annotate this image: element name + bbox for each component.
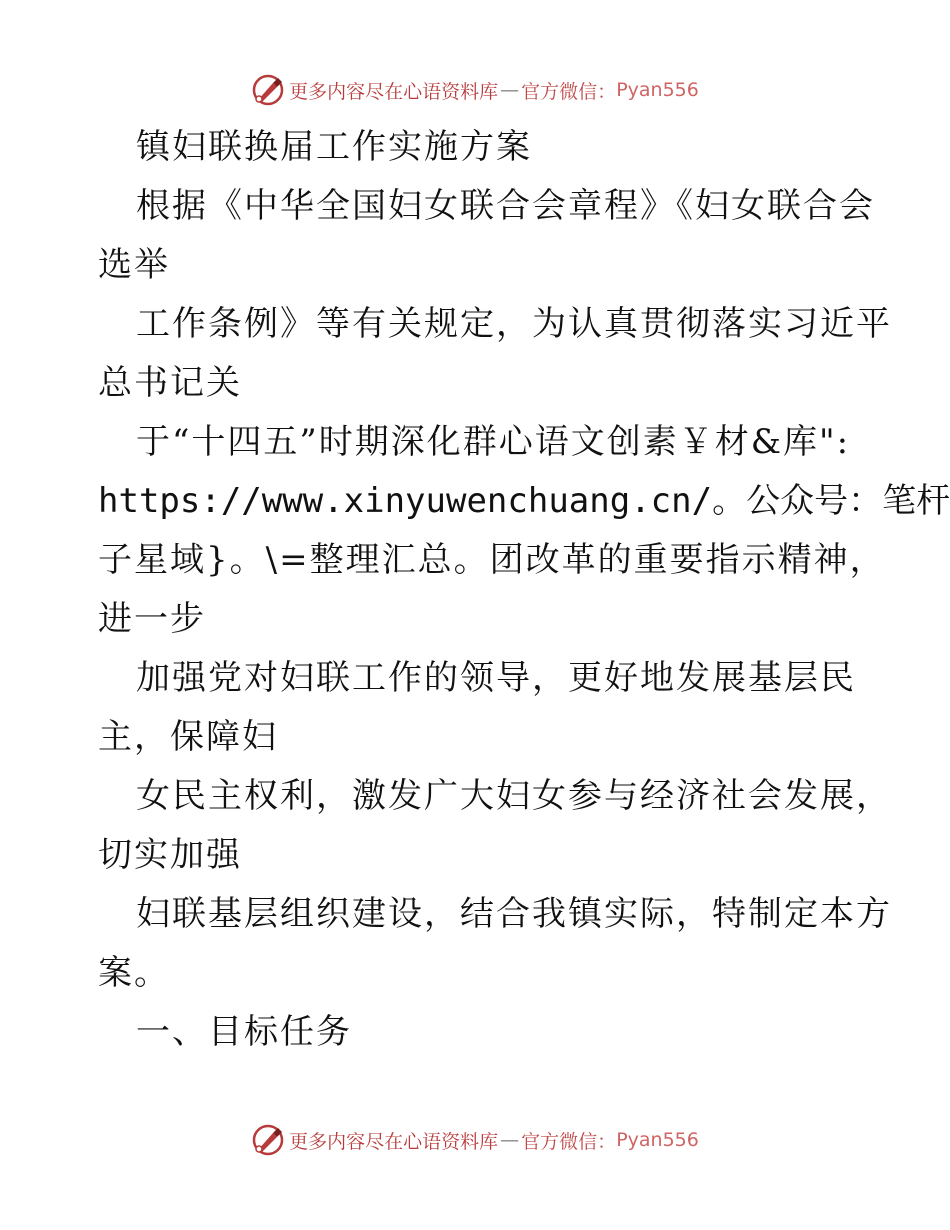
paragraph-line: 女民主权利，激发广大妇女参与经济社会发展， xyxy=(136,776,892,816)
paragraph-line: 总书记关 xyxy=(98,363,242,403)
paragraph-line: 于“十四五”时期深化群心语文创素￥材&库": xyxy=(136,422,851,462)
paragraph-line: 工作条例》等有关规定，为认真贯彻落实习近平 xyxy=(136,304,892,344)
document-title: 镇妇联换届工作实施方案 xyxy=(136,127,532,167)
paragraph-line-url: https://www.xinyuwenchuang.cn/。公众号：笔杆 xyxy=(98,481,950,521)
banner-dash: — xyxy=(500,79,520,101)
banner-wechat-label: 官方微信： xyxy=(521,1130,617,1153)
banner-main-text: 更多内容尽在心语资料库 xyxy=(289,80,499,103)
paragraph-line: 根据《中华全国妇女联合会章程》《妇女联合会 xyxy=(136,186,875,226)
pen-logo-icon xyxy=(251,1123,285,1157)
banner-wechat-id: Pyan556 xyxy=(616,1129,699,1151)
header-watermark-banner xyxy=(0,70,950,110)
paragraph-line: 案。 xyxy=(98,953,170,993)
section-heading: 一、目标任务 xyxy=(136,1012,352,1052)
paragraph-line: 切实加强 xyxy=(98,835,242,875)
footer-watermark-banner xyxy=(0,1120,950,1160)
banner-main-text: 更多内容尽在心语资料库 xyxy=(289,1130,499,1153)
banner-dash: — xyxy=(500,1129,520,1151)
paragraph-line: 主，保障妇 xyxy=(98,717,278,757)
banner-wechat-label: 官方微信： xyxy=(521,80,617,103)
paragraph-line: 选举 xyxy=(98,245,170,285)
paragraph-line: 进一步 xyxy=(98,599,206,639)
pen-logo-icon xyxy=(251,73,285,107)
paragraph-line: 加强党对妇联工作的领导，更好地发展基层民 xyxy=(136,658,856,698)
banner-wechat-id: Pyan556 xyxy=(616,79,699,101)
paragraph-line: 妇联基层组织建设，结合我镇实际，特制定本方 xyxy=(136,894,892,934)
document-body xyxy=(98,118,950,1062)
paragraph-line: 子星域}。\=整理汇总。团改革的重要指示精神， xyxy=(98,540,886,580)
